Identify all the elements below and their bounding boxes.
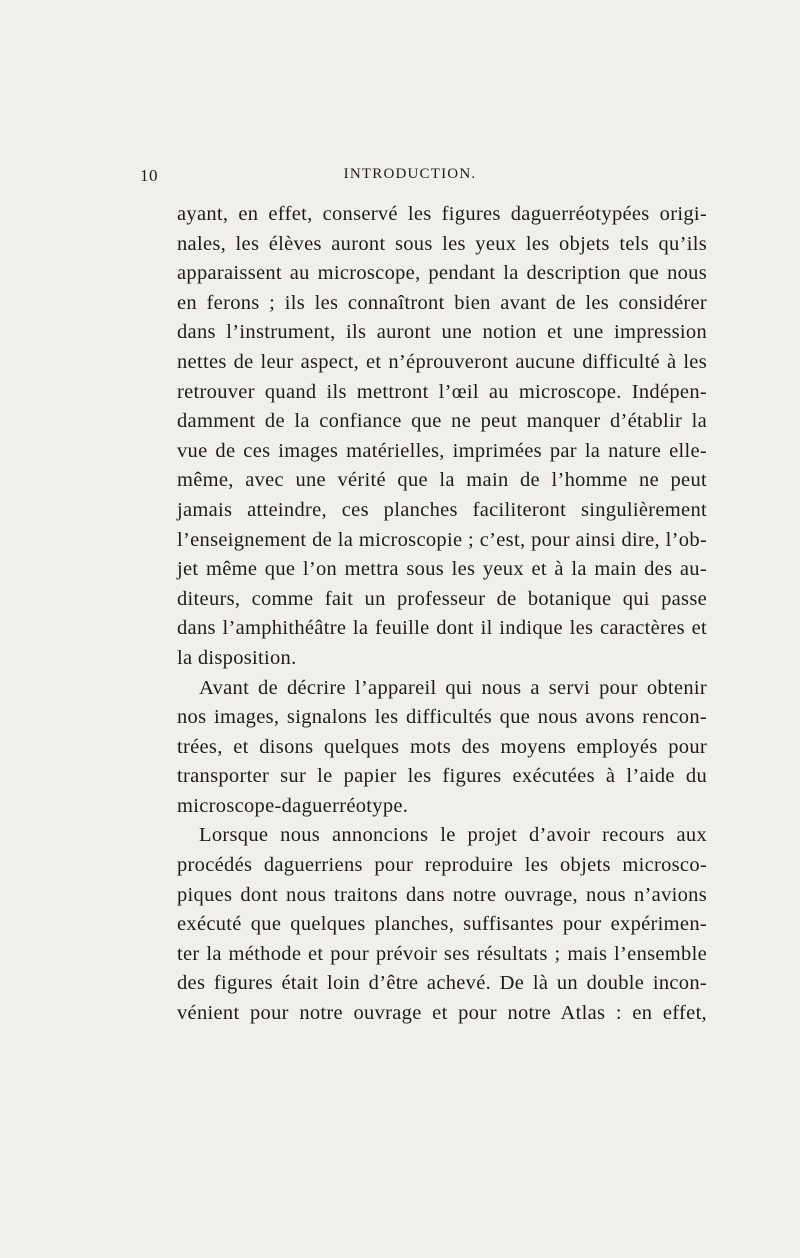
text-line: la disposition.: [177, 646, 297, 669]
text-line: même, avec une vérité que la main de l’homme ne peut: [177, 469, 707, 492]
text-line: Lorsque nous annoncions le projet d’avoir recours aux: [199, 824, 707, 847]
text-line: transporter sur le papier les figures exécutées à l’aide du: [177, 765, 707, 788]
body-text: [177, 200, 707, 1029]
text-line: dans l’instrument, ils auront une notion et une impression: [177, 321, 707, 344]
text-line: vue de ces images matérielles, imprimées par la nature elle-: [177, 439, 707, 462]
text-line: nales, les élèves auront sous les yeux les objets tels qu’ils: [177, 232, 707, 255]
text-line: retrouver quand ils mettront l’œil au microscope. Indépen-: [177, 380, 707, 403]
text-line: dans l’amphithéâtre la feuille dont il indique les caractères et: [177, 617, 707, 640]
text-line: l’enseignement de la microscopie ; c’est, pour ainsi dire, l’ob-: [177, 528, 707, 551]
text-line: vénient pour notre ouvrage et pour notre Atlas : en effet,: [177, 1002, 707, 1025]
text-line: nettes de leur aspect, et n’éprouveront aucune difficulté à les: [177, 350, 707, 373]
text-line: en ferons ; ils les connaîtront bien avant de les considérer: [177, 291, 707, 314]
text-line: jamais atteindre, ces planches faciliteront singulièrement: [177, 498, 707, 521]
text-line: apparaissent au microscope, pendant la description que nous: [177, 262, 707, 285]
text-line: piques dont nous traitons dans notre ouvrage, nous n’avions: [177, 883, 707, 906]
text-line: diteurs, comme fait un professeur de botanique qui passe: [177, 587, 707, 610]
text-line: damment de la confiance que ne peut manquer d’établir la: [177, 410, 707, 433]
text-line: jet même que l’on mettra sous les yeux et à la main des au-: [177, 558, 707, 581]
text-line: procédés daguerriens pour reproduire les objets microsco-: [177, 854, 707, 877]
text-line: nos images, signalons les difficultés que nous avons rencon-: [177, 706, 707, 729]
text-line: ayant, en effet, conservé les figures daguerréotypées origi-: [177, 203, 707, 225]
text-line: trées, et disons quelques mots des moyens employés pour: [177, 735, 707, 758]
text-line: des figures était loin d’être achevé. De là un double incon-: [177, 972, 707, 995]
text-line: exécuté que quelques planches, suffisantes pour expérimen-: [177, 913, 707, 936]
page-number: 10: [140, 166, 158, 185]
text-line: microscope-daguerréotype.: [177, 794, 409, 817]
text-line: Avant de décrire l’appareil qui nous a servi pour obtenir: [199, 676, 707, 699]
text-line: ter la méthode et pour prévoir ses résultats ; mais l’ensemble: [177, 942, 707, 965]
running-title: INTRODUCTION.: [343, 166, 477, 182]
running-head: [140, 166, 680, 190]
